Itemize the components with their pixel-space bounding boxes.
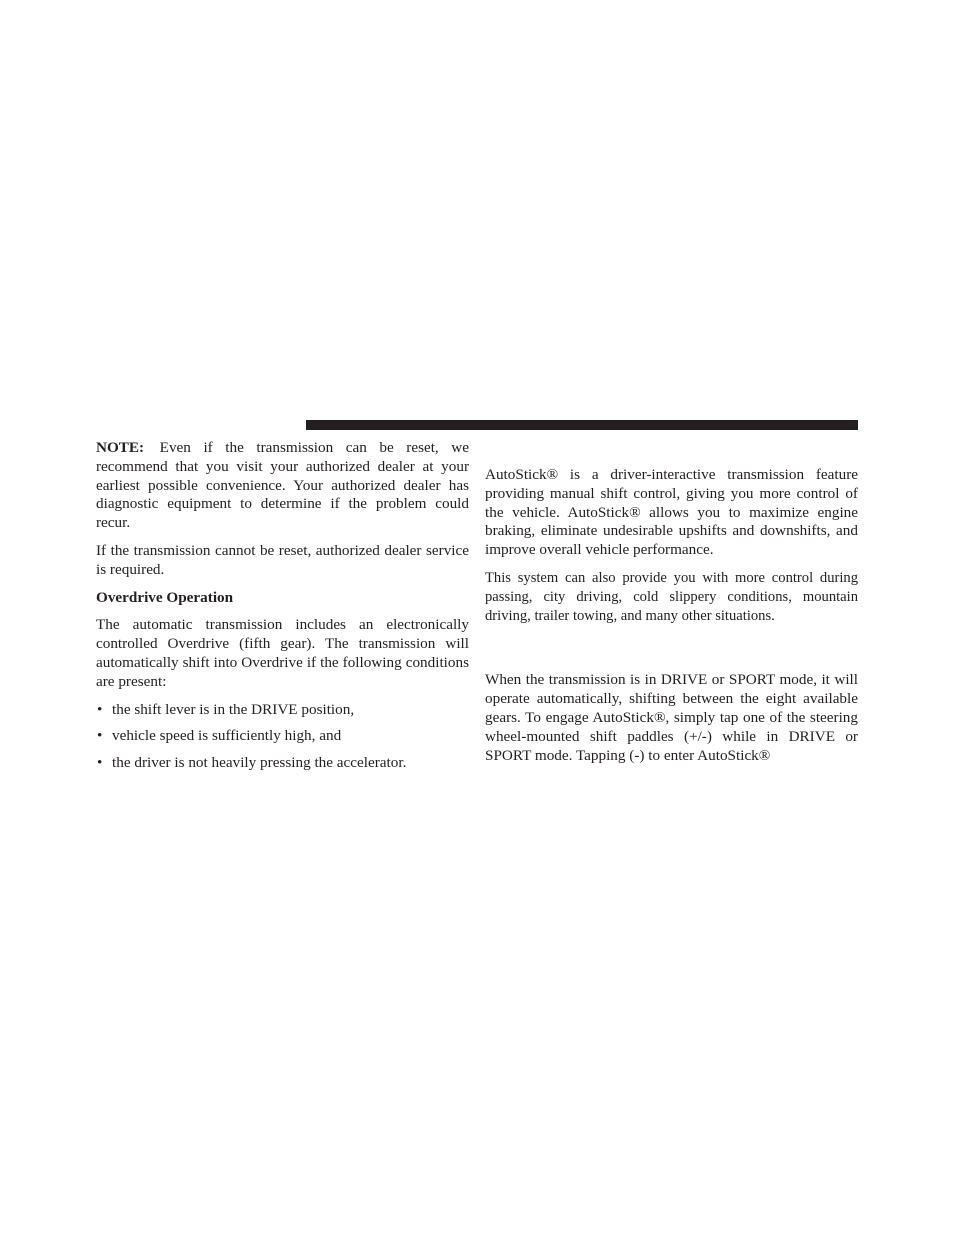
drive-mode-paragraph: When the transmission is in DRIVE or SPORT mode, it will operate automatically, shifting between the eight available gears. To engage AutoStick®, simply tap one of the steering wheel-mounted shift paddles (+/-) while in DRIVE or SPORT mode. Tapping (-) to enter AutoStick®: [485, 671, 858, 764]
header-rule: [306, 420, 858, 430]
control-paragraph: This system can also provide you with more control during passing, city driving, cold slippery conditions, mountain driving, trailer towing, and many other situations.: [485, 569, 858, 624]
autostick-paragraph: AutoStick® is a driver-interactive transmission feature providing manual shift control, giving you more control of the vehicle. AutoStick® allows you to maximize engine braking, eliminate undesirable upshifts and downshifts, and improve overall vehicle performance.: [485, 466, 858, 559]
overdrive-conditions-list: [96, 701, 469, 773]
section-gap: [485, 634, 858, 671]
overdrive-paragraph: The automatic transmission includes an electronically controlled Overdrive (fifth gear). The transmission will automatically shift into Overdrive if the following conditions are present:: [96, 616, 469, 690]
list-item: [96, 701, 469, 720]
left-column: [96, 439, 469, 781]
note-paragraph: [96, 439, 469, 533]
note-text: Even if the transmission can be reset, we recommend that you visit your authorized dealer at your earliest possible convenience. Your authorized dealer has diagnostic equipment to determine if the problem could recur.: [96, 439, 470, 532]
list-item-text: the shift lever is in the DRIVE position,: [112, 700, 355, 718]
overdrive-heading: Overdrive Operation: [96, 588, 234, 606]
list-item-text: the driver is not heavily pressing the accelerator.: [112, 754, 407, 772]
list-item: [96, 754, 469, 773]
list-item-text: vehicle speed is sufficiently high, and: [112, 727, 342, 745]
bullet-icon: •: [97, 700, 103, 718]
right-column: [485, 466, 858, 774]
bullet-icon: •: [97, 754, 103, 772]
note-label: NOTE:: [96, 439, 145, 456]
reset-paragraph: If the transmission cannot be reset, authorized dealer service is required.: [96, 541, 469, 578]
list-item: [96, 727, 469, 746]
bullet-icon: •: [97, 727, 103, 745]
